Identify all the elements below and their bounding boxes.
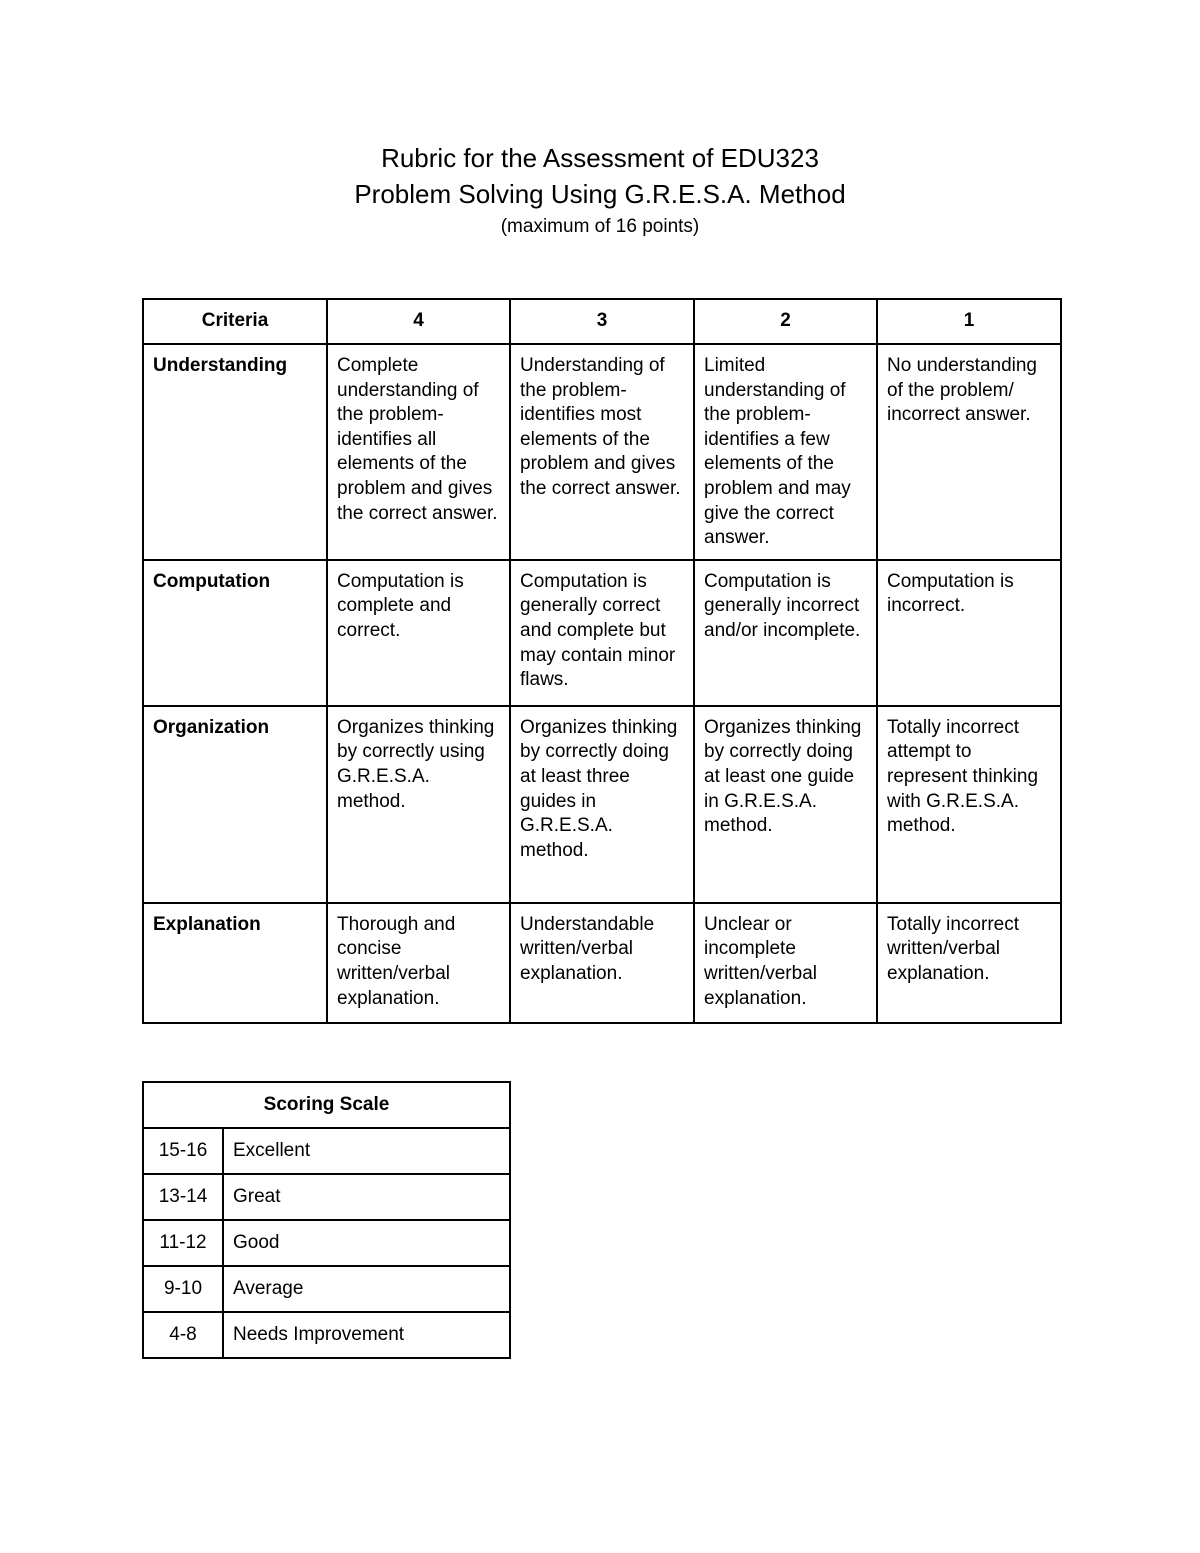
rubric-header-row [143,299,1061,344]
score-label: Average [223,1266,510,1312]
score-range: 13-14 [143,1174,223,1220]
title-block [0,140,1200,242]
score-range: 4-8 [143,1312,223,1358]
table-row [143,1220,510,1266]
cell-understanding-3: Understanding of the problem- identifies most elements of the problem and gives the correct answer. [510,344,694,560]
header-score-2: 2 [694,299,877,344]
table-row [143,1128,510,1174]
cell-understanding-1: No understanding of the problem/ incorrect answer. [877,344,1061,560]
table-row [143,1266,510,1312]
table-row [143,1312,510,1358]
cell-organization-4: Organizes thinking by correctly using G.R.E.S.A. method. [327,706,510,903]
criterion-organization: Organization [143,706,327,903]
cell-organization-1: Totally incorrect attempt to represent thinking with G.R.E.S.A. method. [877,706,1061,903]
score-range: 9-10 [143,1266,223,1312]
header-score-4: 4 [327,299,510,344]
header-score-3: 3 [510,299,694,344]
cell-computation-1: Computation is incorrect. [877,560,1061,706]
header-score-1: 1 [877,299,1061,344]
table-row [143,344,1061,560]
scoring-scale-title: Scoring Scale [143,1082,510,1128]
score-label: Good [223,1220,510,1266]
criterion-explanation: Explanation [143,903,327,1023]
cell-understanding-2: Limited understanding of the problem- identifies a few elements of the problem and may give the correct answer. [694,344,877,560]
score-label: Needs Improvement [223,1312,510,1358]
table-row [143,706,1061,903]
criterion-computation: Computation [143,560,327,706]
header-criteria: Criteria [143,299,327,344]
cell-explanation-4: Thorough and concise written/verbal explanation. [327,903,510,1023]
cell-organization-2: Organizes thinking by correctly doing at least one guide in G.R.E.S.A. method. [694,706,877,903]
score-range: 15-16 [143,1128,223,1174]
score-range: 11-12 [143,1220,223,1266]
cell-explanation-1: Totally incorrect written/verbal explanation. [877,903,1061,1023]
cell-explanation-2: Unclear or incomplete written/verbal explanation. [694,903,877,1023]
max-points-note: (maximum of 16 points) [500,216,700,237]
table-row [143,1174,510,1220]
document-title: Rubric for the Assessment of EDU323 [381,143,819,173]
cell-organization-3: Organizes thinking by correctly doing at least three guides in G.R.E.S.A. method. [510,706,694,903]
criterion-understanding: Understanding [143,344,327,560]
score-label: Excellent [223,1128,510,1174]
table-row [143,903,1061,1023]
cell-computation-4: Computation is complete and correct. [327,560,510,706]
cell-computation-3: Computation is generally correct and complete but may contain minor flaws. [510,560,694,706]
table-row [143,560,1061,706]
score-label: Great [223,1174,510,1220]
rubric-table [142,298,1062,1024]
cell-explanation-3: Understandable written/verbal explanation. [510,903,694,1023]
scoring-scale-header-row [143,1082,510,1128]
cell-understanding-4: Complete understanding of the problem- identifies all elements of the problem and gives the correct answer. [327,344,510,560]
document-subtitle-method: Problem Solving Using G.R.E.S.A. Method [354,179,846,209]
scoring-scale-table [142,1081,511,1359]
cell-computation-2: Computation is generally incorrect and/or incomplete. [694,560,877,706]
